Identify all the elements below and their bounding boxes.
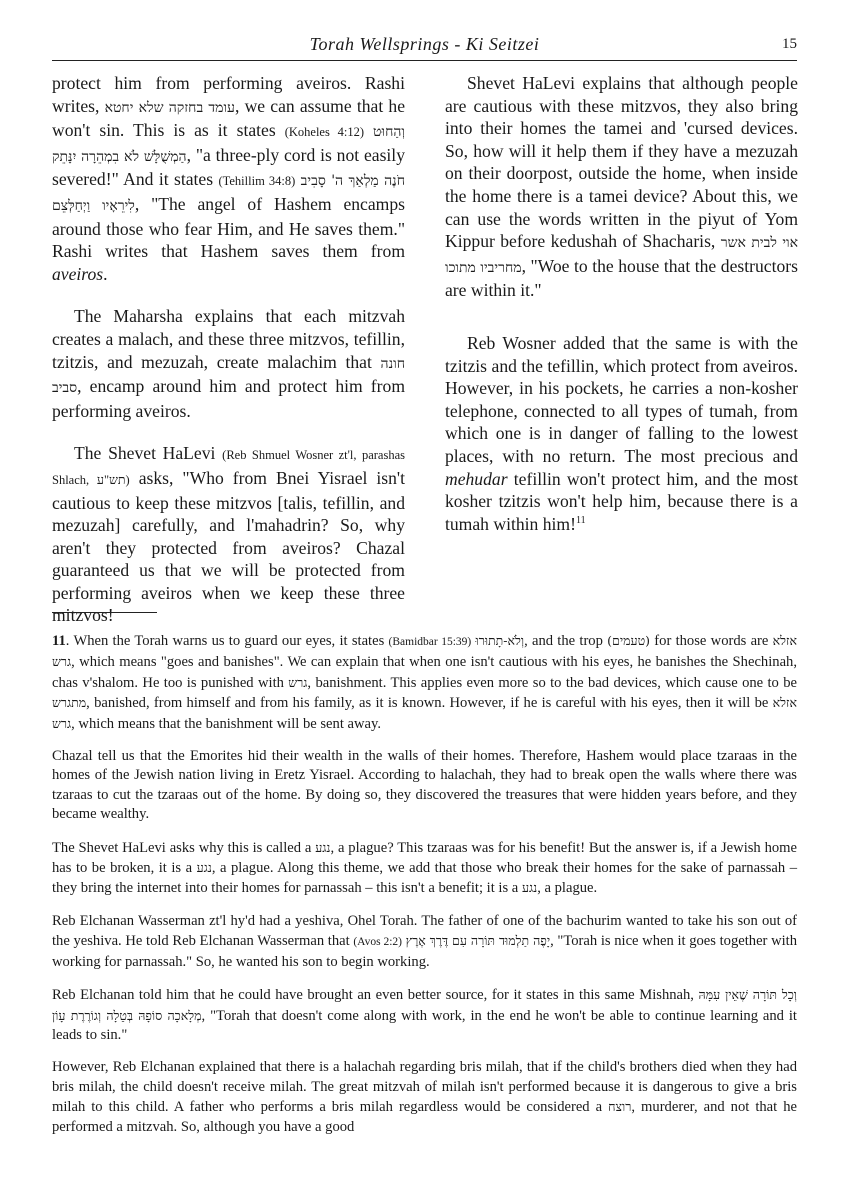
text: , banishment. This applies even more so to the bad devices, which cause one to be	[307, 674, 797, 691]
hebrew-quote: מתגרש	[52, 695, 87, 711]
text: , which means that the banishment will be sent away.	[71, 715, 382, 732]
text: , a plague. Along this theme, we add that those who break their homes for the sake of parnassah – they bring the internet into their homes for parnassah – this isn't a benefit; it is a	[52, 860, 797, 897]
footnote-paragraph	[52, 985, 797, 1045]
paragraph	[52, 72, 405, 285]
hebrew-quote: אזלא גרש	[52, 695, 797, 731]
text: asks, "Who from Bnei Yisrael isn't cautious to keep these mitzvos [talis, tefillin, and mezuzah] carefully, and l'mahadrin? So, why aren't they protected from aveiros? Chazal guaranteed us that we will be protected from performing aveiros when we keep these three mitzvos!	[52, 467, 405, 626]
text: The Shevet HaLevi	[74, 443, 223, 464]
text: tefillin won't protect him, and the most kosher tzitzis won't help him, because there is a tumah within him!	[445, 468, 798, 534]
source-citation: (Reb Shmuel Wosner zt'l, parashas Shlach, תש"ע)	[52, 448, 405, 487]
text: .	[103, 263, 108, 284]
right-column	[445, 72, 798, 555]
text: , a plague.	[537, 880, 598, 897]
source-citation: (Koheles 4:12)	[284, 125, 364, 140]
footnote-paragraph	[52, 838, 797, 899]
hebrew-quote: נגע	[315, 839, 331, 855]
italic-term: mehudar	[445, 468, 508, 489]
hebrew-quote: חונה סביב	[52, 355, 405, 397]
text: , and the trop	[524, 633, 608, 649]
left-column	[52, 72, 405, 647]
footnotes	[52, 631, 797, 1150]
hebrew-quote: גרש	[288, 674, 308, 690]
footnote	[52, 631, 797, 734]
paragraph	[52, 442, 405, 627]
text: , "Torah is nice when it goes together with working for parnassah." So, he wanted his son to begin working.	[52, 933, 798, 970]
text: protect him from performing aveiros. Rashi writes,	[52, 73, 405, 116]
hebrew-quote: רוצח	[608, 1099, 632, 1115]
source-citation: (Avos 2:2)	[353, 936, 402, 949]
text: , banished, from himself and from his family, as it is known. However, if he is careful with his eyes, then it will be	[86, 695, 773, 712]
hebrew-quote: חֹנֶה מַלְאַךְ ה' סָבִיב לִירֵאָיו וַיְחַלְּצֵם	[52, 173, 405, 214]
hebrew-quote: אוי לבית אשר מחריביו מתוכו	[445, 235, 799, 276]
hebrew-quote: יָפֶה תַלְמוּד תּוֹרָה עִם דֶּרֶךְ אֶרֶץ	[405, 933, 551, 949]
text: However, Reb Elchanan explained that there is a halachah regarding bris milah, that if the child's brothers died when they had bris milah, the child doesn't receive milah. The great mitzvah of milah isn't performed because it is dangerous to give a bris milah to this child. A father who performs a bris milah regardless would be considered a	[52, 1059, 797, 1116]
hebrew-quote: וְכָל תּוֹרָה שֶׁאֵין עִמָּהּ מְלָאכָה סוֹפָהּ בְּטֵלָה וְגוֹרֶרֶת עָוֹן	[52, 987, 797, 1023]
text: , "The angel of Hashem encamps around those who fear Him, and He saves them." Rashi writes that Hashem saves them from	[52, 193, 406, 262]
source-citation: (Bamidbar 15:39)	[388, 636, 472, 648]
text: The Shevet HaLevi asks why this is called a	[52, 839, 316, 856]
text: , encamp around him and protect him from performing aveiros.	[52, 376, 405, 421]
hebrew-quote: וְהַחוּט הַמְשֻׁלָּשׁ לֹא בִמְהֵרָה יִנָּתֵק	[52, 124, 405, 165]
footnote-paragraph	[52, 912, 797, 972]
text: for those words are	[650, 633, 773, 649]
text: , a plague? This tzaraas was for his benefit! But the answer is, if a Jewish home has to be broken, it is a	[52, 839, 798, 877]
text: Reb Elchanan Wasserman zt'l hy'd had a yeshiva, Ohel Torah. The father of one of the bachurim wanted to take his son out of the yeshiva. He told Reb Elchanan Wasserman that	[52, 912, 797, 950]
text: , "a three-ply cord is not easily severed!" And it states	[52, 144, 405, 190]
hebrew-quote: עומד בחזקה שלא יחטא	[104, 99, 235, 116]
text: Reb Elchanan told him that he could have brought an even better source, for it states in this same Mishnah,	[52, 987, 699, 1004]
paragraph	[52, 305, 405, 422]
footnote-separator	[52, 612, 157, 613]
running-title: Torah Wellsprings - Ki Seitzei	[309, 34, 540, 54]
source-citation: (Tehillim 34:8)	[218, 174, 296, 189]
footnote-paragraph: Chazal tell us that the Emorites hid their wealth in the walls of their homes. Therefore, Hashem would place tzaraas in the homes of the Jewish nation living in Eretz Yisrael. According to halachah, they had to break open the walls where there was tzaraas to cut the tzaraas out of the home. By doing so, they discovered the treasures that were hidden years before, and they became wealthy.	[52, 748, 797, 823]
text: , "Torah that doesn't come along with work, in the end he won't be able to continue learning and it leads to sin."	[52, 1007, 797, 1043]
hebrew-quote: (טעמים)	[607, 633, 651, 648]
text: , "Woe to the house that the destructors are within it."	[445, 255, 798, 301]
footnote-marker[interactable]: 11	[575, 514, 586, 526]
text: , murderer, and not that he performed a mitzvah. So, although you have a good	[52, 1099, 797, 1135]
text: The Maharsha explains that each mitzvah creates a malach, and these three mitzvos, tefillin, tzitzis, and mezuzah, create malachim that	[52, 306, 405, 372]
text: , we can assume that he won't sin. This is as it states	[52, 95, 406, 141]
page-number: 15	[782, 36, 797, 52]
hebrew-quote: וְלֹא-תָתוּרוּ	[475, 633, 525, 648]
italic-term: aveiros	[52, 263, 104, 284]
text: Reb Wosner added that the same is with the tzitzis and the tefillin, which protect from aveiros. However, in his pockets, he carries a non-kosher telephone, connected to all types of tumah, from which one is in danger of falling to the lowest places, with no return. The most precious and	[445, 332, 798, 466]
paragraph	[445, 72, 798, 302]
footnote-paragraph	[52, 1058, 797, 1137]
text: Shevet HaLevi explains that although people are cautious with these mitzvos, they also bring into their homes the tamei and 'cursed devices. So, how will it help them if they have a mezuzah on their doorpost, outside the home, when inside the home there is a tamei device? About this, we can use the words written in the piyut of Yom Kippur before kedushah of Shacharis,	[445, 73, 798, 252]
text: , which means "goes and banishes". We can explain that when one isn't cautious with his eyes, he banishes the Shechinah, chas v'shalom. He too is punished with	[52, 654, 797, 691]
hebrew-quote: נגע	[196, 860, 212, 876]
footnote-number: 11	[52, 633, 66, 649]
hebrew-quote: נגע	[521, 880, 538, 896]
paragraph	[445, 332, 798, 535]
hebrew-quote: אזלא גרש	[52, 633, 798, 670]
text: . When the Torah warns us to guard our eyes, it states	[65, 633, 389, 649]
running-header	[52, 30, 797, 61]
